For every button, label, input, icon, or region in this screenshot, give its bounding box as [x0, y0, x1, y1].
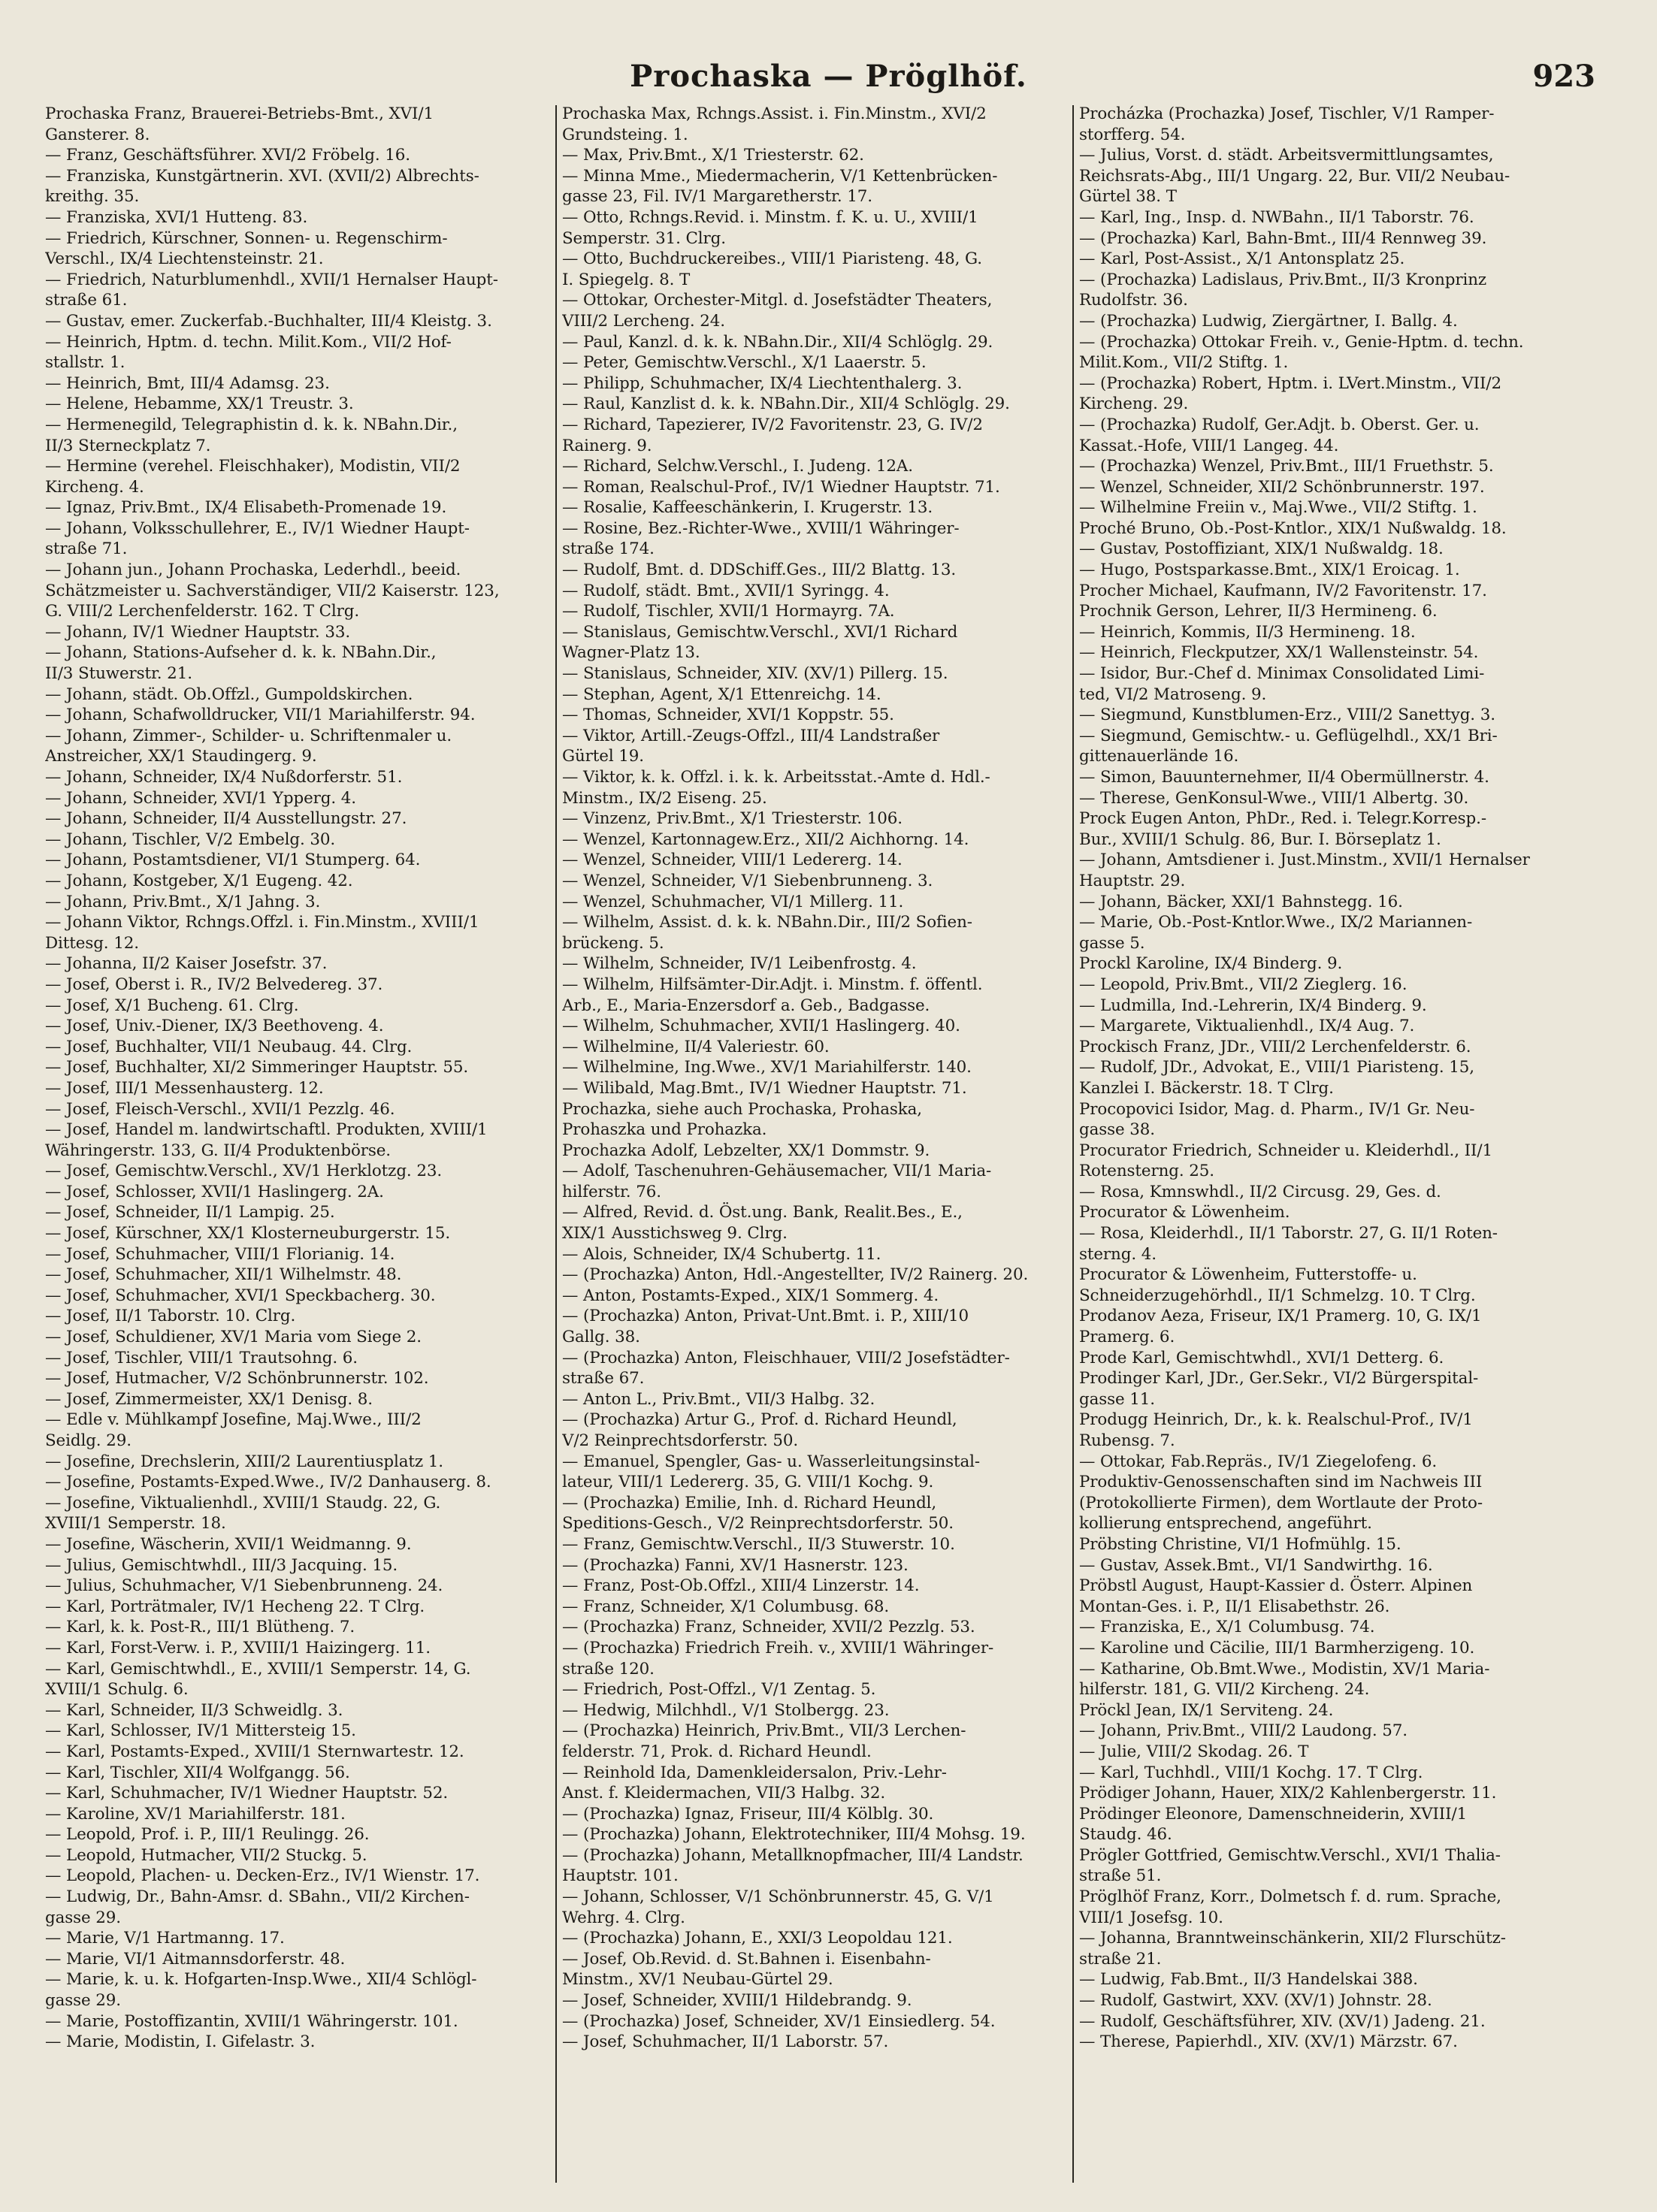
directory-line: — Josef, X/1 Bucheng. 61. Clrg. [45, 996, 299, 1015]
directory-line: — Simon, Bauunternehmer, II/4 Obermüllnerstr. 4. [1079, 768, 1489, 787]
directory-line: — Josef, Schuhmacher, VIII/1 Florianig. 14. [45, 1244, 395, 1264]
directory-line: — (Prochazka) Heinrich, Priv.Bmt., VII/3 Lerchen- [562, 1721, 966, 1741]
directory-line: — Josef, Hutmacher, V/2 Schönbrunnerstr. 102. [45, 1369, 429, 1389]
directory-line: straße 67. [562, 1369, 645, 1389]
directory-line: gasse 23, Fil. IV/1 Margaretherstr. 17. [562, 187, 872, 207]
directory-line: — Rudolf, JDr., Advokat, E., VIII/1 Piaristeng. 15, [1079, 1058, 1474, 1077]
directory-line: — Karl, Schneider, II/3 Schweidlg. 3. [45, 1700, 343, 1720]
directory-line: — (Prochazka) Johann, Elektrotechniker, III/4 Mohsg. 19. [562, 1825, 1026, 1845]
directory-line: I. Spiegelg. 8. T [562, 270, 691, 289]
directory-line: — Franziska, E., X/1 Columbusg. 74. [1079, 1618, 1375, 1637]
directory-line: — Ludwig, Dr., Bahn-Amsr. d. SBahn., VII/2 Kirchen- [45, 1887, 470, 1907]
directory-line: — Johann, Bäcker, XXI/1 Bahnstegg. 16. [1079, 892, 1403, 911]
directory-line: — Therese, GenKonsul-Wwe., VIII/1 Albertg. 30. [1079, 788, 1469, 808]
directory-line: XVIII/1 Schulg. 6. [45, 1680, 189, 1700]
column-left [45, 104, 549, 2185]
directory-line: — Johann, Zimmer-, Schilder- u. Schriftenmaler u. [45, 726, 452, 745]
directory-line: Wehrg. 4. Clrg. [562, 1908, 685, 1927]
directory-line: — Karl, Schlosser, IV/1 Mittersteig 15. [45, 1721, 356, 1741]
directory-line: Rudolfstr. 36. [1079, 291, 1188, 310]
directory-line: — Karl, Porträtmaler, IV/1 Hecheng 22. T Clrg. [45, 1597, 425, 1616]
directory-line: — (Prochazka) Anton, Hdl.-Angestellter, IV/2 Rainerg. 20. [562, 1265, 1029, 1285]
directory-line: — Stephan, Agent, X/1 Ettenreichg. 14. [562, 684, 881, 704]
directory-line: — Josef, Ob.Revid. d. St.Bahnen i. Eisenbahn- [562, 1949, 931, 1969]
directory-line: — Wilhelm, Schneider, IV/1 Leibenfrostg. 4. [562, 954, 917, 974]
directory-line: XIX/1 Ausstichsweg 9. Clrg. [562, 1224, 788, 1243]
directory-line: — Wilhelmine, II/4 Valeriestr. 60. [562, 1037, 830, 1056]
directory-line: Prock Eugen Anton, PhDr., Red. i. Telegr.Korresp.- [1079, 809, 1486, 829]
directory-line: — Franziska, XVI/1 Hutteng. 83. [45, 207, 308, 227]
directory-line: — Max, Priv.Bmt., X/1 Triesterstr. 62. [562, 146, 864, 165]
directory-line: G. VIII/2 Lerchenfelderstr. 162. T Clrg. [45, 602, 360, 621]
directory-line: — Franziska, Kunstgärtnerin. XVI. (XVII/2) Albrechts- [45, 166, 479, 186]
directory-line: Procurator & Löwenheim, Futterstoffe- u. [1079, 1265, 1417, 1285]
directory-line: — Friedrich, Kürschner, Sonnen- u. Regenschirm- [45, 228, 448, 248]
directory-line: straße 61. [45, 291, 128, 310]
directory-line: — Wenzel, Kartonnagew.Erz., XII/2 Aichhorng. 14. [562, 830, 969, 849]
directory-line: — Marie, k. u. k. Hofgarten-Insp.Wwe., XII/4 Schlögl- [45, 1970, 477, 1990]
directory-line: Speditions-Gesch., V/2 Reinprechtsdorferstr. 50. [562, 1514, 954, 1534]
directory-line: Montan-Ges. i. P., II/1 Elisabethstr. 26. [1079, 1597, 1390, 1616]
directory-line: — Josef, Schuhmacher, XII/1 Wilhelmstr. 48. [45, 1265, 402, 1285]
directory-line: straße 174. [562, 539, 655, 559]
directory-line: — Johanna, II/2 Kaiser Josefstr. 37. [45, 954, 328, 974]
directory-line: — Anton L., Priv.Bmt., VII/3 Halbg. 32. [562, 1389, 875, 1409]
directory-line: (Protokollierte Firmen), dem Wortlaute der Proto- [1079, 1493, 1483, 1512]
directory-line: Grundsteing. 1. [562, 125, 688, 144]
directory-line: — Julius, Gemischtwhdl., III/3 Jacquing. 15. [45, 1555, 398, 1575]
directory-line: — Marie, VI/1 Aitmannsdorferstr. 48. [45, 1949, 346, 1969]
directory-line: — Josef, Schuhmacher, II/1 Laborstr. 57. [562, 2032, 889, 2052]
directory-line: Pröglhöf Franz, Korr., Dolmetsch f. d. rum. Sprache, [1079, 1887, 1501, 1907]
directory-line: — Marie, Ob.-Post-Kntlor.Wwe., IX/2 Mariannen- [1079, 913, 1473, 932]
directory-line: gasse 29. [45, 1991, 121, 2011]
directory-line: — Margarete, Viktualienhdl., IX/4 Aug. 7. [1079, 1017, 1415, 1036]
directory-line: — Johann, Stations-Aufseher d. k. k. NBahn.Dir., [45, 643, 437, 663]
directory-line: — (Prochazka) Ottokar Freih. v., Genie-Hptm. d. techn. [1079, 332, 1524, 352]
column-middle [562, 104, 1066, 2185]
directory-line: Reichsrats-Abg., III/1 Ungarg. 22, Bur. VII/2 Neubau- [1079, 166, 1510, 186]
directory-line: — Johann, Priv.Bmt., VIII/2 Laudong. 57. [1079, 1721, 1408, 1741]
directory-line: Prode Karl, Gemischtwhdl., XVI/1 Detterg. 6. [1079, 1348, 1444, 1367]
directory-line: gasse 5. [1079, 933, 1145, 953]
directory-line: — Johann jun., Johann Prochaska, Lederhdl., beeid. [45, 561, 461, 580]
directory-line: Minstm., IX/2 Eiseng. 25. [562, 788, 767, 808]
directory-line: Kassat.-Hofe, VIII/1 Langeg. 44. [1079, 436, 1339, 455]
directory-line: — Wilhelmine Freiin v., Maj.Wwe., VII/2 Stiftg. 1. [1079, 498, 1477, 518]
directory-line: — Johann, Schneider, IX/4 Nußdorferstr. 51. [45, 768, 403, 787]
directory-line: Wagner-Platz 13. [562, 643, 700, 663]
directory-line: Prochazka Adolf, Lebzelter, XX/1 Dommstr. 9. [562, 1141, 930, 1160]
directory-line: — Adolf, Taschenuhren-Gehäusemacher, VII/1 Maria- [562, 1162, 992, 1181]
directory-line: — Heinrich, Kommis, II/3 Hermineng. 18. [1079, 622, 1416, 642]
directory-line: Prögler Gottfried, Gemischtw.Verschl., XVI/1 Thalia- [1079, 1845, 1501, 1865]
directory-line: storfferg. 54. [1079, 125, 1186, 144]
directory-line: — Karoline, XV/1 Mariahilferstr. 181. [45, 1804, 346, 1824]
directory-line: — Marie, Modistin, I. Gifelastr. 3. [45, 2032, 316, 2052]
directory-line: — (Prochazka) Wenzel, Priv.Bmt., III/1 Fruethstr. 5. [1079, 457, 1494, 476]
directory-line: Prodinger Karl, JDr., Ger.Sekr., VI/2 Bürgerspital- [1079, 1369, 1479, 1389]
directory-line: Währingerstr. 133, G. II/4 Produktenbörse. [45, 1141, 391, 1160]
directory-line: sterng. 4. [1079, 1244, 1157, 1264]
directory-line: — Josef, Buchhalter, XI/2 Simmeringer Hauptstr. 55. [45, 1058, 469, 1077]
directory-line: — Ottokar, Fab.Repräs., IV/1 Ziegelofeng. 6. [1079, 1452, 1438, 1471]
page-title: Prochaska — Pröglhöf. [630, 59, 1027, 94]
directory-line: — Johann, IV/1 Wiedner Hauptstr. 33. [45, 622, 351, 642]
directory-line: — Josef, Tischler, VIII/1 Trautsohng. 6. [45, 1348, 358, 1367]
directory-line: Seidlg. 29. [45, 1431, 132, 1450]
directory-line: VIII/2 Lercheng. 24. [562, 311, 726, 331]
directory-line: — Franz, Schneider, X/1 Columbusg. 68. [562, 1597, 890, 1616]
directory-line: Gallg. 38. [562, 1328, 640, 1347]
directory-line: — Wilhelm, Schuhmacher, XVII/1 Haslingerg. 40. [562, 1017, 960, 1036]
directory-line: — Wilhelm, Hilfsämter-Dir.Adjt. i. Minstm. f. öffentl. [562, 975, 983, 994]
directory-line: — Josefine, Drechslerin, XIII/2 Laurentiusplatz 1. [45, 1452, 443, 1471]
directory-line: Proché Bruno, Ob.-Post-Kntlor., XIX/1 Nußwaldg. 18. [1079, 518, 1507, 538]
directory-line: kreithg. 35. [45, 187, 140, 207]
directory-line: — Rosalie, Kaffeeschänkerin, I. Krugerstr. 13. [562, 498, 933, 518]
directory-line: Prochaska Franz, Brauerei-Betriebs-Bmt., XVI/1 [45, 104, 434, 123]
directory-line: Hauptstr. 29. [1079, 871, 1186, 890]
directory-line: Rotensterng. 25. [1079, 1162, 1214, 1181]
directory-line: Kircheng. 4. [45, 477, 144, 497]
directory-line: — Karl, Gemischtwhdl., E., XVIII/1 Semperstr. 14, G. [45, 1659, 471, 1679]
directory-line: straße 71. [45, 539, 128, 559]
directory-line: — Johann, Schlosser, V/1 Schönbrunnerstr. 45, G. V/1 [562, 1887, 994, 1907]
directory-line: — (Prochazka) Robert, Hptm. i. LVert.Minstm., VII/2 [1079, 373, 1501, 393]
directory-line: straße 51. [1079, 1866, 1162, 1886]
directory-line: — Philipp, Schuhmacher, IX/4 Liechtenthalerg. 3. [562, 373, 963, 393]
directory-line: — Siegmund, Kunstblumen-Erz., VIII/2 Sanettyg. 3. [1079, 706, 1495, 725]
directory-line: — Josef, Fleisch-Verschl., XVII/1 Pezzlg. 46. [45, 1099, 395, 1119]
directory-line: Staudg. 46. [1079, 1825, 1172, 1845]
directory-line: Semperstr. 31. Clrg. [562, 228, 726, 248]
directory-line: lateur, VIII/1 Ledererg. 35, G. VIII/1 Kochg. 9. [562, 1473, 934, 1492]
directory-line: V/2 Reinprechtsdorferstr. 50. [562, 1431, 799, 1450]
directory-line: Rubensg. 7. [1079, 1431, 1175, 1450]
directory-line: — Karl, k. k. Post-R., III/1 Blütheng. 7. [45, 1618, 355, 1637]
directory-line: — Heinrich, Bmt, III/4 Adamsg. 23. [45, 373, 330, 393]
directory-line: — Johann, Amtsdiener i. Just.Minstm., XVII/1 Hernalser [1079, 851, 1530, 870]
directory-line: — Johann, Schneider, XVI/1 Ypperg. 4. [45, 788, 356, 808]
column-divider [1072, 105, 1074, 2183]
directory-line: — Josef, Univ.-Diener, IX/3 Beethoveng. 4. [45, 1017, 384, 1036]
directory-line: Prochazka, siehe auch Prochaska, Prohaska, [562, 1099, 923, 1119]
directory-line: gasse 38. [1079, 1120, 1155, 1140]
directory-line: Procopovici Isidor, Mag. d. Pharm., IV/1 Gr. Neu- [1079, 1099, 1475, 1119]
directory-line: — Julie, VIII/2 Skodag. 26. T [1079, 1742, 1309, 1761]
directory-line: — Leopold, Plachen- u. Decken-Erz., IV/1 Wienstr. 17. [45, 1866, 480, 1886]
directory-line: — Raul, Kanzlist d. k. k. NBahn.Dir., XII/4 Schlöglg. 29. [562, 394, 1010, 414]
directory-line: — Wenzel, Schneider, VIII/1 Ledererg. 14. [562, 851, 903, 870]
directory-line: gasse 29. [45, 1908, 121, 1927]
directory-line: — (Prochazka) Anton, Privat-Unt.Bmt. i. P., XIII/10 [562, 1307, 969, 1326]
directory-line: — (Prochazka) Artur G., Prof. d. Richard Heundl, [562, 1410, 957, 1430]
directory-line: VIII/1 Josefsg. 10. [1079, 1908, 1223, 1927]
directory-line: — Richard, Tapezierer, IV/2 Favoritenstr. 23, G. IV/2 [562, 415, 983, 434]
directory-line: Produgg Heinrich, Dr., k. k. Realschul-Prof., IV/1 [1079, 1410, 1473, 1430]
directory-line: — (Prochazka) Josef, Schneider, XV/1 Einsiedlerg. 54. [562, 2011, 996, 2031]
directory-line: — Josef, Schlosser, XVII/1 Haslingerg. 2A. [45, 1182, 384, 1201]
directory-line: — Josef, Schuhmacher, XVI/1 Speckbacherg. 30. [45, 1286, 436, 1305]
directory-line: Prodanov Aeza, Friseur, IX/1 Pramerg. 10, G. IX/1 [1079, 1307, 1482, 1326]
directory-line: — Karl, Postamts-Exped., XVIII/1 Sternwartestr. 12. [45, 1742, 464, 1761]
directory-line: — Julius, Vorst. d. städt. Arbeitsvermittlungsamtes, [1079, 146, 1494, 165]
directory-line: Verschl., IX/4 Liechtensteinstr. 21. [45, 249, 324, 269]
directory-line: — Viktor, k. k. Offzl. i. k. k. Arbeitsstat.-Amte d. Hdl.- [562, 768, 990, 787]
directory-line: — (Prochazka) Emilie, Inh. d. Richard Heundl, [562, 1493, 937, 1512]
directory-line: stallstr. 1. [45, 353, 125, 373]
directory-line: — Alois, Schneider, IX/4 Schubertg. 11. [562, 1244, 881, 1264]
directory-line: — Wilhelm, Assist. d. k. k. NBahn.Dir., III/2 Sofien- [562, 913, 972, 932]
directory-line: — Karl, Tischler, XII/4 Wolfgangg. 56. [45, 1763, 350, 1782]
directory-line: — Josef, II/1 Taborstr. 10. Clrg. [45, 1307, 296, 1326]
directory-line: — Josef, Handel m. landwirtschaftl. Produkten, XVIII/1 [45, 1120, 488, 1140]
directory-line: — (Prochazka) Johann, Metallknopfmacher, III/4 Landstr. [562, 1845, 1024, 1865]
directory-line: — Richard, Selchw.Verschl., I. Judeng. 12A. [562, 457, 913, 476]
directory-line: — Hugo, Postsparkasse.Bmt., XIX/1 Eroicag. 1. [1079, 561, 1460, 580]
directory-line: — Johann, Schneider, II/4 Ausstellungstr. 27. [45, 809, 407, 829]
directory-line: — (Prochazka) Fanni, XV/1 Hasnerstr. 123. [562, 1555, 909, 1575]
directory-line: kollierung entsprechend, angeführt. [1079, 1514, 1372, 1534]
directory-line: — Leopold, Prof. i. P., III/1 Reulingg. 26. [45, 1825, 370, 1845]
page-number: 923 [1532, 59, 1595, 94]
directory-line: — Hermenegild, Telegraphistin d. k. k. NBahn.Dir., [45, 415, 458, 434]
directory-line: Prockisch Franz, JDr., VIII/2 Lerchenfelderstr. 6. [1079, 1037, 1471, 1056]
directory-line: — Johann Viktor, Rchngs.Offzl. i. Fin.Minstm., XVIII/1 [45, 913, 479, 932]
directory-line: Minstm., XV/1 Neubau-Gürtel 29. [562, 1970, 833, 1990]
directory-line: — Vinzenz, Priv.Bmt., X/1 Triesterstr. 106. [562, 809, 903, 829]
directory-line: Anst. f. Kleidermachen, VII/3 Halbg. 32. [562, 1784, 886, 1803]
directory-line: Gürtel 38. T [1079, 187, 1177, 207]
directory-line: — Hedwig, Milchhdl., V/1 Stolbergg. 23. [562, 1700, 890, 1720]
directory-line: — (Prochazka) Friedrich Freih. v., XVIII/1 Währinger- [562, 1638, 994, 1657]
directory-line: — Wenzel, Schuhmacher, VI/1 Millerg. 11. [562, 892, 904, 911]
directory-line: Milit.Kom., VII/2 Stiftg. 1. [1079, 353, 1289, 373]
directory-line: — Wenzel, Schneider, V/1 Siebenbrunneng. 3. [562, 871, 933, 890]
directory-line: — Josef, Zimmermeister, XX/1 Denisg. 8. [45, 1389, 373, 1409]
directory-line: — Franz, Post-Ob.Offzl., XIII/4 Linzerstr. 14. [562, 1576, 920, 1596]
directory-line: felderstr. 71, Prok. d. Richard Heundl. [562, 1742, 872, 1761]
directory-line: — Reinhold Ida, Damenkleidersalon, Priv.-Lehr- [562, 1763, 947, 1782]
directory-line: — (Prochazka) Ludwig, Ziergärtner, I. Ballg. 4. [1079, 311, 1458, 331]
directory-line: — Karl, Forst-Verw. i. P., XVIII/1 Haizingerg. 11. [45, 1638, 431, 1657]
directory-line: Dittesg. 12. [45, 933, 139, 953]
directory-line: — Rudolf, Geschäftsführer, XIV. (XV/1) Jadeng. 21. [1079, 2011, 1486, 2031]
directory-line: — Katharine, Ob.Bmt.Wwe., Modistin, XV/1 Maria- [1079, 1659, 1490, 1679]
directory-line: Rainerg. 9. [562, 436, 652, 455]
directory-line: — Helene, Hebamme, XX/1 Treustr. 3. [45, 394, 354, 414]
directory-line: Procurator Friedrich, Schneider u. Kleiderhdl., II/1 [1079, 1141, 1492, 1160]
directory-line: — Gustav, Assek.Bmt., VI/1 Sandwirthg. 16. [1079, 1555, 1433, 1575]
directory-line: Prödiger Johann, Hauer, XIX/2 Kahlenbergerstr. 11. [1079, 1784, 1497, 1803]
directory-line: Schneiderzugehörhdl., II/1 Schmelzg. 10. T Clrg. [1079, 1286, 1476, 1305]
directory-line: — Thomas, Schneider, XVI/1 Koppstr. 55. [562, 706, 894, 725]
directory-line: — (Prochazka) Ignaz, Friseur, III/4 Kölblg. 30. [562, 1804, 934, 1824]
directory-line: — Josefine, Wäscherin, XVII/1 Weidmanng. 9. [45, 1534, 412, 1554]
directory-line: — Heinrich, Hptm. d. techn. Milit.Kom., VII/2 Hof- [45, 332, 452, 352]
directory-line: — Josef, Oberst i. R., IV/2 Belvedereg. 37. [45, 975, 383, 994]
directory-line: — Anton, Postamts-Exped., XIX/1 Sommerg. 4. [562, 1286, 939, 1305]
directory-line: — Hermine (verehel. Fleischhaker), Modistin, VII/2 [45, 457, 461, 476]
directory-line: — Friedrich, Post-Offzl., V/1 Zentag. 5. [562, 1680, 876, 1700]
directory-line: — Peter, Gemischtw.Verschl., X/1 Laaerstr. 5. [562, 353, 927, 373]
directory-line: gittenauerlände 16. [1079, 747, 1239, 766]
directory-line: — (Prochazka) Ladislaus, Priv.Bmt., II/3 Kronprinz [1079, 270, 1487, 289]
directory-line: hilferstr. 181, G. VII/2 Kircheng. 24. [1079, 1680, 1370, 1700]
directory-line: Gansterer. 8. [45, 125, 150, 144]
directory-line: — Gustav, Postoffiziant, XIX/1 Nußwaldg. 18. [1079, 539, 1444, 559]
directory-line: — Josef, Schneider, II/1 Lampig. 25. [45, 1203, 335, 1222]
directory-line: — Ignaz, Priv.Bmt., IX/4 Elisabeth-Promenade 19. [45, 498, 447, 518]
directory-line: — Wilibald, Mag.Bmt., IV/1 Wiedner Hauptstr. 71. [562, 1078, 967, 1098]
directory-line: — Stanislaus, Schneider, XIV. (XV/1) Pillerg. 15. [562, 664, 948, 684]
directory-line: — Josef, Schneider, XVIII/1 Hildebrandg. 9. [562, 1991, 912, 2011]
directory-line: — Ludwig, Fab.Bmt., II/3 Handelskai 388. [1079, 1970, 1418, 1990]
column-right [1079, 104, 1607, 2185]
directory-line: — Josef, Schuldiener, XV/1 Maria vom Siege 2. [45, 1328, 422, 1347]
directory-line: — Leopold, Priv.Bmt., VII/2 Zieglerg. 16. [1079, 975, 1408, 994]
directory-line: — Roman, Realschul-Prof., IV/1 Wiedner Hauptstr. 71. [562, 477, 1000, 497]
directory-line: — Stanislaus, Gemischtw.Verschl., XVI/1 Richard [562, 622, 958, 642]
directory-line: — Josef, Gemischtw.Verschl., XV/1 Herklotzg. 23. [45, 1162, 443, 1181]
directory-line: — Heinrich, Fleckputzer, XX/1 Wallensteinstr. 54. [1079, 643, 1479, 663]
directory-line: — Siegmund, Gemischtw.- u. Geflügelhdl., XX/1 Bri- [1079, 726, 1498, 745]
directory-line: — Wenzel, Schneider, XII/2 Schönbrunnerstr. 197. [1079, 477, 1485, 497]
directory-line: — Rudolf, Tischler, XVII/1 Hormayrg. 7A. [562, 602, 895, 621]
directory-line: — Rosa, Kmnswhdl., II/2 Circusg. 29, Ges. d. [1079, 1182, 1441, 1201]
directory-line: — Wilhelmine, Ing.Wwe., XV/1 Mariahilferstr. 140. [562, 1058, 972, 1077]
directory-line: Procurator & Löwenheim. [1079, 1203, 1290, 1222]
directory-line: straße 21. [1079, 1949, 1162, 1969]
directory-line: — Rudolf, Gastwirt, XXV. (XV/1) Johnstr. 28. [1079, 1991, 1432, 2011]
directory-line: Produktiv-Genossenschaften sind im Nachweis III [1079, 1473, 1483, 1492]
directory-line: — Friedrich, Naturblumenhdl., XVII/1 Hernalser Haupt- [45, 270, 498, 289]
directory-line: — Rudolf, Bmt. d. DDSchiff.Ges., III/2 Blattg. 13. [562, 561, 957, 580]
directory-line: — Rosa, Kleiderhdl., II/1 Taborstr. 27, G. II/1 Roten- [1079, 1224, 1498, 1243]
directory-line: — Paul, Kanzl. d. k. k. NBahn.Dir., XII/4 Schlöglg. 29. [562, 332, 993, 352]
directory-line: ted, VI/2 Matroseng. 9. [1079, 684, 1267, 704]
directory-line: — Karl, Ing., Insp. d. NWBahn., II/1 Taborstr. 76. [1079, 207, 1474, 227]
directory-line: — Therese, Papierhdl., XIV. (XV/1) Märzstr. 67. [1079, 2032, 1458, 2052]
directory-line: — Johann, Volksschullehrer, E., IV/1 Wiedner Haupt- [45, 518, 470, 538]
directory-line: — Johann, Tischler, V/2 Embelg. 30. [45, 830, 336, 849]
directory-line: — Franz, Gemischtw.Verschl., II/3 Stuwerstr. 10. [562, 1534, 955, 1554]
directory-line: straße 120. [562, 1659, 655, 1679]
directory-line: — (Prochazka) Rudolf, Ger.Adjt. b. Oberst. Ger. u. [1079, 415, 1480, 434]
directory-line: Bur., XVIII/1 Schulg. 86, Bur. I. Börseplatz 1. [1079, 830, 1441, 849]
directory-line: brückeng. 5. [562, 933, 664, 953]
directory-line: hilferstr. 76. [562, 1182, 661, 1201]
directory-line: — Karl, Tuchhdl., VIII/1 Kochg. 17. T Clrg. [1079, 1763, 1423, 1782]
directory-line: — Josef, III/1 Messenhausterg. 12. [45, 1078, 324, 1098]
directory-line: Procházka (Prochazka) Josef, Tischler, V/1 Ramper- [1079, 104, 1495, 123]
directory-line: Prockl Karoline, IX/4 Binderg. 9. [1079, 954, 1343, 974]
directory-line: gasse 11. [1079, 1389, 1155, 1409]
directory-line: Pramerg. 6. [1079, 1328, 1175, 1347]
directory-line: Procher Michael, Kaufmann, IV/2 Favoritenstr. 17. [1079, 581, 1487, 600]
directory-line: Schätzmeister u. Sachverständiger, VII/2 Kaiserstr. 123, [45, 581, 500, 600]
directory-line: — Julius, Schuhmacher, V/1 Siebenbrunneng. 24. [45, 1576, 443, 1596]
directory-line: Pröbstl August, Haupt-Kassier d. Österr. Alpinen [1079, 1576, 1473, 1596]
directory-line: — Johann, Postamtsdiener, VI/1 Stumperg. 64. [45, 851, 421, 870]
directory-line: — Otto, Buchdruckereibes., VIII/1 Piaristeng. 48, G. [562, 249, 982, 269]
directory-line: Arb., E., Maria-Enzersdorf a. Geb., Badgasse. [562, 996, 930, 1015]
directory-line: — Gustav, emer. Zuckerfab.-Buchhalter, III/4 Kleistg. 3. [45, 311, 492, 331]
directory-line: — Emanuel, Spengler, Gas- u. Wasserleitungsinstal- [562, 1452, 981, 1471]
directory-line: Prochaska Max, Rchngs.Assist. i. Fin.Minstm., XVI/2 [562, 104, 987, 123]
directory-line: — Karoline und Cäcilie, III/1 Barmherzigeng. 10. [1079, 1638, 1475, 1657]
directory-line: — Johann, Priv.Bmt., X/1 Jahng. 3. [45, 892, 321, 911]
directory-line: Anstreicher, XX/1 Staudingerg. 9. [45, 747, 317, 766]
directory-line: — Johann, Kostgeber, X/1 Eugeng. 42. [45, 871, 353, 890]
directory-line: Prödinger Eleonore, Damenschneiderin, XVIII/1 [1079, 1804, 1468, 1824]
directory-line: — Rosine, Bez.-Richter-Wwe., XVIII/1 Währinger- [562, 518, 960, 538]
directory-line: Kircheng. 29. [1079, 394, 1189, 414]
directory-line: — Karl, Post-Assist., X/1 Antonsplatz 25. [1079, 249, 1405, 269]
directory-line: — Minna Mme., Miedermacherin, V/1 Kettenbrücken- [562, 166, 998, 186]
directory-line: — Marie, Postoffizantin, XVIII/1 Währingerstr. 101. [45, 2011, 458, 2031]
directory-line: — Alfred, Revid. d. Öst.ung. Bank, Realit.Bes., E., [562, 1203, 963, 1222]
directory-line: Prochnik Gerson, Lehrer, II/3 Hermineng. 6. [1079, 602, 1438, 621]
page-header [0, 59, 1657, 104]
directory-line: — Johann, städt. Ob.Offzl., Gumpoldskirchen. [45, 684, 413, 704]
directory-line: II/3 Stuwerstr. 21. [45, 664, 192, 684]
directory-line: — Otto, Rchngs.Revid. i. Minstm. f. K. u. U., XVIII/1 [562, 207, 978, 227]
directory-line: — Johann, Schafwolldrucker, VII/1 Mariahilferstr. 94. [45, 706, 476, 725]
directory-line: — Josef, Kürschner, XX/1 Klosterneuburgerstr. 15. [45, 1224, 451, 1243]
directory-line: XVIII/1 Semperstr. 18. [45, 1514, 226, 1534]
directory-line: — Josefine, Viktualienhdl., XVIII/1 Staudg. 22, G. [45, 1493, 441, 1512]
directory-line: — Josefine, Postamts-Exped.Wwe., IV/2 Danhauserg. 8. [45, 1473, 491, 1492]
directory-line: — (Prochazka) Johann, E., XXI/3 Leopoldau 121. [562, 1929, 953, 1948]
directory-line: — Johanna, Branntweinschänkerin, XII/2 Flurschütz- [1079, 1929, 1506, 1948]
directory-line: Hauptstr. 101. [562, 1866, 679, 1886]
column-divider [555, 105, 557, 2183]
directory-line: II/3 Sterneckplatz 7. [45, 436, 211, 455]
directory-line: — Josef, Buchhalter, VII/1 Neubaug. 44. Clrg. [45, 1037, 413, 1056]
directory-line: — Viktor, Artill.-Zeugs-Offzl., III/4 Landstraßer [562, 726, 940, 745]
directory-line: — Leopold, Hutmacher, VII/2 Stuckg. 5. [45, 1845, 367, 1865]
directory-line: — (Prochazka) Franz, Schneider, XVII/2 Pezzlg. 53. [562, 1618, 975, 1637]
directory-line: — (Prochazka) Karl, Bahn-Bmt., III/4 Rennweg 39. [1079, 228, 1487, 248]
directory-line: Pröbsting Christine, VI/1 Hofmühlg. 15. [1079, 1534, 1401, 1554]
directory-line: — Ludmilla, Ind.-Lehrerin, IX/4 Binderg. 9. [1079, 996, 1427, 1015]
directory-line: — Rudolf, städt. Bmt., XVII/1 Syringg. 4. [562, 581, 890, 600]
directory-line: — Edle v. Mühlkampf Josefine, Maj.Wwe., III/2 [45, 1410, 422, 1430]
directory-line: — Karl, Schuhmacher, IV/1 Wiedner Hauptstr. 52. [45, 1784, 449, 1803]
directory-line: — Ottokar, Orchester-Mitgl. d. Josefstädter Theaters, [562, 291, 993, 310]
directory-line: — (Prochazka) Anton, Fleischhauer, VIII/2 Josefstädter- [562, 1348, 1010, 1367]
directory-line: — Franz, Geschäftsführer. XVI/2 Fröbelg. 16. [45, 146, 410, 165]
directory-line: Pröckl Jean, IX/1 Serviteng. 24. [1079, 1700, 1334, 1720]
directory-line: — Marie, V/1 Hartmanng. 17. [45, 1929, 285, 1948]
directory-line: Kanzlei I. Bäckerstr. 18. T Clrg. [1079, 1078, 1334, 1098]
directory-line: — Isidor, Bur.-Chef d. Minimax Consolidated Limi- [1079, 664, 1485, 684]
directory-line: Prohaszka und Prohazka. [562, 1120, 767, 1140]
directory-line: Gürtel 19. [562, 747, 645, 766]
